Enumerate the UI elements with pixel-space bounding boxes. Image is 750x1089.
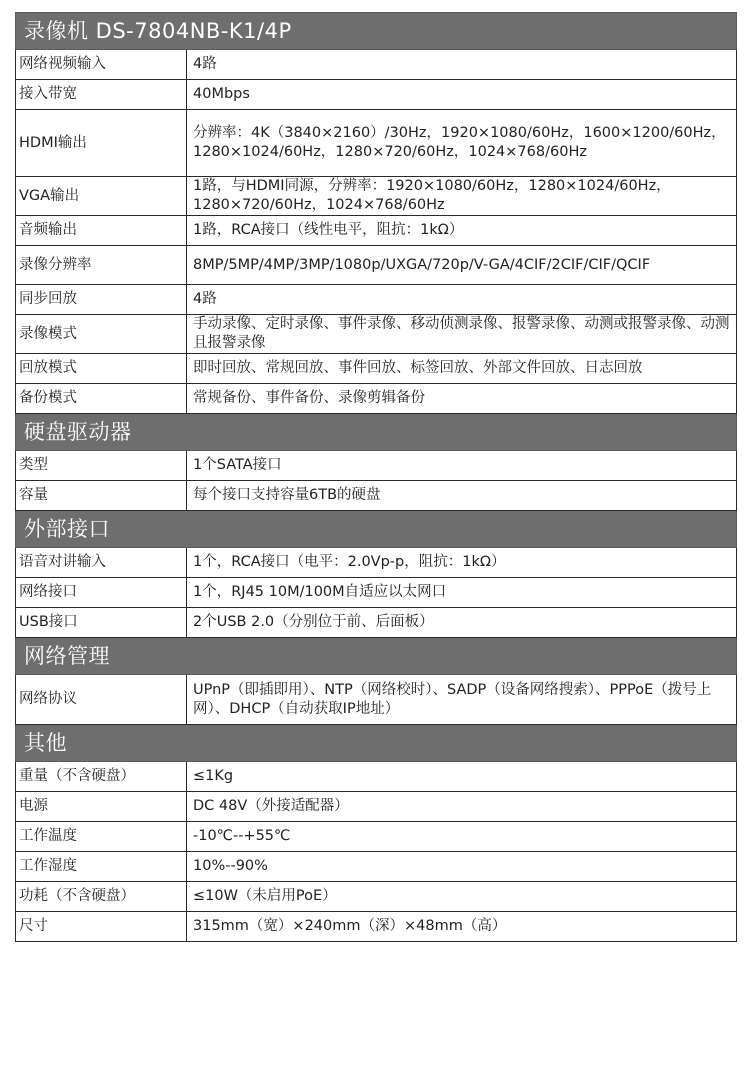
- table-row: [16, 315, 737, 354]
- row-value: 1个，RCA接口（电平：2.0Vp-p，阻抗：1kΩ）: [187, 548, 737, 578]
- row-label: USB接口: [16, 608, 187, 638]
- row-value: 常规备份、事件备份、录像剪辑备份: [187, 384, 737, 414]
- spec-sheet: [15, 12, 736, 942]
- section-title: 其他: [16, 725, 737, 762]
- table-row: [16, 216, 737, 246]
- section-header-hdd: [16, 414, 737, 451]
- row-label: 音频输出: [16, 216, 187, 246]
- section-header-interfaces: [16, 511, 737, 548]
- table-row: [16, 792, 737, 822]
- row-label: 网络接口: [16, 578, 187, 608]
- row-label: 录像分辨率: [16, 246, 187, 285]
- table-row: [16, 80, 737, 110]
- table-row: [16, 285, 737, 315]
- table-row: [16, 246, 737, 285]
- section-header-recorder: [16, 13, 737, 50]
- table-row: [16, 608, 737, 638]
- row-value: 每个接口支持容量6TB的硬盘: [187, 481, 737, 511]
- table-row: [16, 354, 737, 384]
- table-row: [16, 548, 737, 578]
- row-label: 工作湿度: [16, 852, 187, 882]
- spec-table: [15, 12, 737, 942]
- table-row: [16, 451, 737, 481]
- row-label: 容量: [16, 481, 187, 511]
- row-label: HDMI输出: [16, 110, 187, 177]
- row-value: 1路，RCA接口（线性电平，阻抗：1kΩ）: [187, 216, 737, 246]
- row-value: 8MP/5MP/4MP/3MP/1080p/UXGA/720p/V-GA/4CIF/2CIF/CIF/QCIF: [187, 246, 737, 285]
- table-row: [16, 675, 737, 725]
- row-label: 网络视频输入: [16, 50, 187, 80]
- table-row: [16, 578, 737, 608]
- row-label: 语音对讲输入: [16, 548, 187, 578]
- row-label: 电源: [16, 792, 187, 822]
- row-label: VGA输出: [16, 177, 187, 216]
- table-row: [16, 882, 737, 912]
- row-value: 315mm（宽）×240mm（深）×48mm（高）: [187, 912, 737, 942]
- section-title: 录像机 DS-7804NB-K1/4P: [16, 13, 737, 50]
- table-row: [16, 912, 737, 942]
- table-row: [16, 384, 737, 414]
- section-title: 外部接口: [16, 511, 737, 548]
- table-row: [16, 50, 737, 80]
- row-value: 分辨率：4K（3840×2160）/30Hz，1920×1080/60Hz，1600×1200/60Hz，1280×1024/60Hz，1280×720/60Hz，1024×768/60Hz: [187, 110, 737, 177]
- row-label: 重量（不含硬盘）: [16, 762, 187, 792]
- row-value: 4路: [187, 50, 737, 80]
- row-label: 网络协议: [16, 675, 187, 725]
- row-label: 备份模式: [16, 384, 187, 414]
- row-value: DC 48V（外接适配器）: [187, 792, 737, 822]
- section-header-network: [16, 638, 737, 675]
- row-value: 2个USB 2.0（分别位于前、后面板）: [187, 608, 737, 638]
- row-label: 工作温度: [16, 822, 187, 852]
- table-row: [16, 481, 737, 511]
- table-row: [16, 852, 737, 882]
- row-value: 1个SATA接口: [187, 451, 737, 481]
- row-value: 手动录像、定时录像、事件录像、移动侦测录像、报警录像、动测或报警录像、动测且报警录像: [187, 315, 737, 354]
- row-value: 即时回放、常规回放、事件回放、标签回放、外部文件回放、日志回放: [187, 354, 737, 384]
- row-label: 同步回放: [16, 285, 187, 315]
- table-row: [16, 110, 737, 177]
- row-label: 尺寸: [16, 912, 187, 942]
- table-row: [16, 822, 737, 852]
- row-value: -10℃--+55℃: [187, 822, 737, 852]
- row-value: ≤1Kg: [187, 762, 737, 792]
- table-row: [16, 177, 737, 216]
- row-label: 录像模式: [16, 315, 187, 354]
- row-value: 1个，RJ45 10M/100M自适应以太网口: [187, 578, 737, 608]
- row-label: 功耗（不含硬盘）: [16, 882, 187, 912]
- row-label: 回放模式: [16, 354, 187, 384]
- row-label: 接入带宽: [16, 80, 187, 110]
- section-header-other: [16, 725, 737, 762]
- row-value: ≤10W（未启用PoE）: [187, 882, 737, 912]
- row-value: 40Mbps: [187, 80, 737, 110]
- row-label: 类型: [16, 451, 187, 481]
- table-row: [16, 762, 737, 792]
- row-value: 4路: [187, 285, 737, 315]
- row-value: UPnP（即插即用）、NTP（网络校时）、SADP（设备网络搜索）、PPPoE（拨号上网）、DHCP（自动获取IP地址）: [187, 675, 737, 725]
- row-value: 1路，与HDMI同源，分辨率：1920×1080/60Hz，1280×1024/60Hz，1280×720/60Hz，1024×768/60Hz: [187, 177, 737, 216]
- row-value: 10%--90%: [187, 852, 737, 882]
- section-title: 硬盘驱动器: [16, 414, 737, 451]
- section-title: 网络管理: [16, 638, 737, 675]
